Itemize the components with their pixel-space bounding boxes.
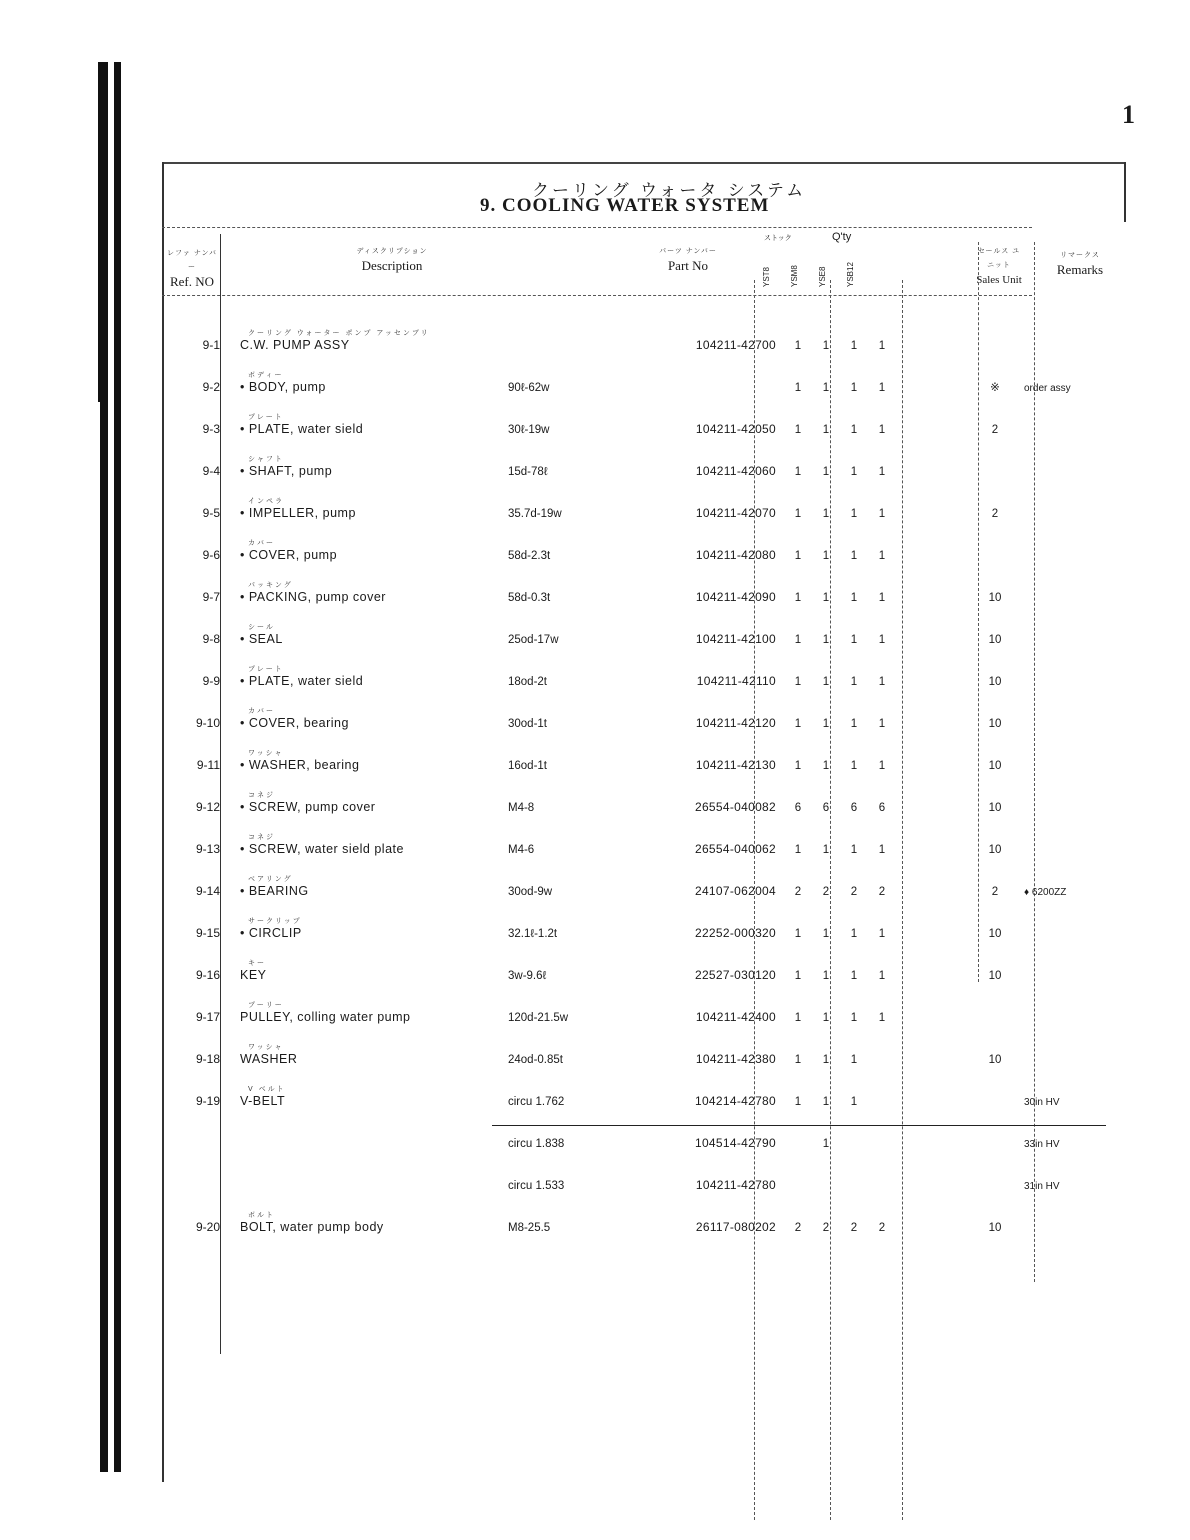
- qty-model-2: [812, 1150, 840, 1192]
- qty-model-2: 1: [822, 1138, 830, 1150]
- qty-model-1: [784, 1108, 812, 1150]
- sales-unit: 10: [988, 676, 1002, 688]
- remarks: [1010, 982, 1110, 1024]
- spec: 3w-9.6ℓ: [508, 970, 547, 982]
- model-column-4: YSB12: [846, 262, 855, 287]
- qty-model-2: 1: [822, 1054, 830, 1066]
- description: プレート • PLATE, water sield: [240, 666, 364, 688]
- sales-unit: 10: [988, 718, 1002, 730]
- part-number: 104211-42380: [695, 1052, 776, 1066]
- sales-unit: 10: [988, 928, 1002, 940]
- description: カバー • COVER, pump: [240, 540, 338, 562]
- qty-model-3: 1: [850, 1096, 858, 1108]
- ref-no: 9-1: [202, 338, 220, 352]
- part-number: 22527-030120: [694, 968, 776, 982]
- table-row: [162, 1150, 1110, 1192]
- part-number: 104211-42400: [695, 1010, 776, 1024]
- qty-model-4: 1: [878, 424, 886, 436]
- ref-no: 9-2: [202, 380, 220, 394]
- section-title-japanese: クーリング ウォータ システム: [532, 181, 807, 201]
- sales-unit: [980, 1066, 1010, 1108]
- qty-model-2: 1: [822, 592, 830, 604]
- ref-no: 9-18: [195, 1052, 220, 1066]
- qty-model-2: 1: [822, 760, 830, 772]
- table-row: [162, 352, 1110, 394]
- column-header-ref-no: レファ ナンバー Ref. NO: [167, 250, 217, 289]
- qty-model-2: 1: [822, 634, 830, 646]
- qty-model-3: 2: [850, 1222, 858, 1234]
- column-header-description: ディスクリプション Description: [356, 248, 428, 273]
- qty-model-3: 1: [850, 718, 858, 730]
- sales-unit: 10: [988, 844, 1002, 856]
- ref-no: [162, 1108, 228, 1150]
- section-title: [480, 195, 769, 217]
- table-row: [162, 688, 1110, 730]
- qty-model-4: 1: [878, 718, 886, 730]
- remarks: [1010, 478, 1110, 520]
- part-number: 104211-42090: [695, 590, 776, 604]
- part-number: [648, 352, 784, 394]
- ref-no: 9-5: [202, 506, 220, 520]
- remarks: [1010, 394, 1110, 436]
- qty-model-4: 1: [878, 970, 886, 982]
- remarks: [1010, 688, 1110, 730]
- description: シール • SEAL: [240, 624, 283, 646]
- qty-model-1: 2: [794, 1222, 802, 1234]
- description: カバー • COVER, bearing: [240, 708, 349, 730]
- spec: 16od-1t: [508, 760, 548, 772]
- qty-model-1: [784, 1150, 812, 1192]
- section-title-english: COOLING WATER SYSTEM: [502, 195, 770, 216]
- sales-unit: [980, 436, 1010, 478]
- spec: circu 1.762: [508, 1096, 565, 1108]
- spec: M4-8: [508, 802, 535, 814]
- description: ワッシャ WASHER: [240, 1044, 298, 1066]
- qty-model-2: 2: [822, 1222, 830, 1234]
- sales-unit: 10: [988, 592, 1002, 604]
- qty-model-4: 2: [878, 1222, 886, 1234]
- spec: M8-25.5: [508, 1222, 551, 1234]
- qty-model-1: 1: [794, 1054, 802, 1066]
- qty-model-1: 1: [794, 1096, 802, 1108]
- remarks: 30in HV: [1024, 1097, 1060, 1108]
- remarks: [1010, 310, 1110, 352]
- table-row: [162, 310, 1110, 352]
- qty-model-3: [840, 1108, 868, 1150]
- page-mark: 1: [1122, 100, 1135, 129]
- description: サークリップ • CIRCLIP: [240, 918, 302, 940]
- table-row: [162, 1108, 1110, 1150]
- part-number: 104211-42110: [696, 674, 776, 688]
- qty-model-2: 1: [822, 928, 830, 940]
- qty-model-4: 1: [878, 550, 886, 562]
- ref-no: 9-9: [202, 674, 220, 688]
- book-binding-edge: [98, 62, 124, 1472]
- qty-model-1: 1: [794, 340, 802, 352]
- ref-no: 9-15: [195, 926, 220, 940]
- remarks: [1010, 940, 1110, 982]
- part-number: 104211-42100: [695, 632, 776, 646]
- sales-unit: 10: [988, 970, 1002, 982]
- spec: 24od-0.85t: [508, 1054, 563, 1066]
- remarks: [1010, 436, 1110, 478]
- qty-model-1: 1: [794, 592, 802, 604]
- sales-unit: [980, 982, 1010, 1024]
- column-header-remarks: リマークス Remarks: [1056, 252, 1104, 277]
- table-row: [162, 1066, 1110, 1108]
- part-number: 22252-000320: [694, 926, 776, 940]
- qty-model-2: 1: [822, 1096, 830, 1108]
- sales-unit: 10: [988, 1054, 1002, 1066]
- qty-model-4: 1: [878, 1012, 886, 1024]
- part-number: 26117-080202: [695, 1220, 776, 1234]
- remarks: [1010, 1024, 1110, 1066]
- remarks: [1010, 898, 1110, 940]
- ref-no: 9-16: [195, 968, 220, 982]
- remarks: 33in HV: [1024, 1139, 1060, 1150]
- table-row: [162, 772, 1110, 814]
- spec: 90ℓ-62w: [508, 382, 550, 394]
- part-number: 104211-42080: [695, 548, 776, 562]
- qty-model-3: 1: [850, 382, 858, 394]
- description: プーリー PULLEY, colling water pump: [240, 1002, 411, 1024]
- table-row: [162, 562, 1110, 604]
- description: ワッシャ • WASHER, bearing: [240, 750, 360, 772]
- table-row: [162, 730, 1110, 772]
- spec: 32.1ℓ-1.2t: [508, 928, 558, 940]
- column-header-quantity: ストック Q'ty YST8 YSM8 YSE8 YSB12: [762, 231, 855, 287]
- ref-no: 9-7: [202, 590, 220, 604]
- table-row: [162, 814, 1110, 856]
- sales-unit: 2: [991, 508, 999, 520]
- remarks: 31in HV: [1024, 1181, 1060, 1192]
- spec: 58d-0.3t: [508, 592, 551, 604]
- sales-unit: 2: [991, 886, 999, 898]
- table-row: [162, 982, 1110, 1024]
- qty-model-4: 1: [878, 382, 886, 394]
- qty-model-3: 1: [850, 1054, 858, 1066]
- description: インペラ • IMPELLER, pump: [240, 498, 356, 520]
- qty-model-3: 6: [850, 802, 858, 814]
- table-row: [162, 856, 1110, 898]
- part-number: 104211-42120: [695, 716, 776, 730]
- column-header-sales-unit: セールス ユニット Sales Unit: [976, 248, 1022, 286]
- qty-model-4: [868, 1108, 896, 1150]
- qty-model-2: 1: [822, 550, 830, 562]
- qty-model-3: 1: [850, 508, 858, 520]
- ref-no: 9-17: [195, 1010, 220, 1024]
- spec: 120d-21.5w: [508, 1012, 569, 1024]
- qty-model-3: 1: [850, 634, 858, 646]
- qty-model-2: 6: [822, 802, 830, 814]
- parts-table: [162, 310, 1110, 1234]
- column-header-part-no: パーツ ナンバー Part No: [659, 248, 717, 273]
- qty-model-2: 1: [822, 424, 830, 436]
- qty-model-3: 1: [850, 550, 858, 562]
- table-row: [162, 940, 1110, 982]
- qty-model-3: 2: [850, 886, 858, 898]
- ref-no: 9-10: [195, 716, 220, 730]
- table-header: [162, 227, 1126, 295]
- description: ベアリング • BEARING: [240, 876, 309, 898]
- qty-model-4: [868, 1024, 896, 1066]
- description: プレート • PLATE, water sield: [240, 414, 364, 436]
- qty-model-3: 1: [850, 760, 858, 772]
- qty-model-1: 1: [794, 508, 802, 520]
- model-column-2: YSM8: [790, 265, 799, 287]
- table-row: [162, 520, 1110, 562]
- qty-model-1: 1: [794, 634, 802, 646]
- part-number: 104211-42070: [695, 506, 776, 520]
- description: ボルト BOLT, water pump body: [240, 1212, 384, 1234]
- qty-model-2: 1: [822, 1012, 830, 1024]
- qty-model-1: 1: [794, 424, 802, 436]
- qty-model-4: 1: [878, 760, 886, 772]
- qty-model-1: 1: [794, 928, 802, 940]
- sales-unit: 2: [991, 424, 999, 436]
- description: [228, 1150, 508, 1192]
- qty-model-4: [868, 1066, 896, 1108]
- qty-model-1: 1: [794, 760, 802, 772]
- qty-model-3: 1: [850, 1012, 858, 1024]
- qty-model-1: 1: [794, 550, 802, 562]
- qty-model-4: 1: [878, 508, 886, 520]
- qty-model-1: 1: [794, 1012, 802, 1024]
- qty-model-2: 1: [822, 382, 830, 394]
- ref-no: 9-11: [196, 758, 220, 772]
- sales-unit: [980, 1150, 1010, 1192]
- table-row: [162, 478, 1110, 520]
- table-row: [162, 898, 1110, 940]
- description: ボディー • BODY, pump: [240, 372, 326, 394]
- model-column-1: YST8: [762, 266, 771, 287]
- spec: circu 1.533: [508, 1180, 565, 1192]
- spec: 58d-2.3t: [508, 550, 551, 562]
- sales-unit: 10: [988, 802, 1002, 814]
- qty-model-4: 2: [878, 886, 886, 898]
- spec: 18od-2t: [508, 676, 548, 688]
- qty-model-4: 6: [878, 802, 886, 814]
- part-number: 104211-42700: [695, 338, 776, 352]
- description: コネジ • SCREW, pump cover: [240, 792, 376, 814]
- ref-no: 9-6: [202, 548, 220, 562]
- spec: 30od-1t: [508, 718, 548, 730]
- remarks: [1010, 562, 1110, 604]
- qty-model-1: 2: [794, 886, 802, 898]
- table-row: [162, 436, 1110, 478]
- part-number: 26554-040062: [694, 842, 776, 856]
- qty-model-1: 1: [794, 466, 802, 478]
- remarks: [1010, 730, 1110, 772]
- qty-model-3: 1: [850, 466, 858, 478]
- ref-no: 9-4: [202, 464, 220, 478]
- remarks: [1010, 814, 1110, 856]
- part-number: 104211-42060: [695, 464, 776, 478]
- spec: circu 1.838: [508, 1138, 565, 1150]
- remarks: ♦ 6200ZZ: [1024, 887, 1067, 898]
- qty-model-1: 1: [794, 970, 802, 982]
- remarks: [1010, 520, 1110, 562]
- ref-no: 9-3: [202, 422, 220, 436]
- qty-model-2: 1: [822, 340, 830, 352]
- part-number: 26554-040082: [694, 800, 776, 814]
- qty-model-1: 6: [794, 802, 802, 814]
- qty-model-2: 1: [822, 844, 830, 856]
- spec: 15d-78ℓ: [508, 466, 548, 478]
- spec: 30ℓ-19w: [508, 424, 550, 436]
- qty-model-3: 1: [850, 340, 858, 352]
- part-number: 104211-42130: [695, 758, 776, 772]
- description: クーリング ウォーター ポンプ アッセンブリ C.W. PUMP ASSY: [240, 330, 430, 352]
- sales-unit: 10: [988, 634, 1002, 646]
- qty-model-4: [868, 1150, 896, 1192]
- qty-model-2: 1: [822, 970, 830, 982]
- qty-model-3: 1: [850, 592, 858, 604]
- qty-model-3: 1: [850, 970, 858, 982]
- description: パッキング • PACKING, pump cover: [240, 582, 386, 604]
- qty-model-4: 1: [878, 592, 886, 604]
- remarks: order assy: [1024, 383, 1071, 394]
- description: シャフト • SHAFT, pump: [240, 456, 333, 478]
- qty-model-1: 1: [794, 676, 802, 688]
- ref-no: 9-19: [195, 1094, 220, 1108]
- description: キー KEY: [240, 960, 267, 982]
- qty-model-2: 2: [822, 886, 830, 898]
- sales-unit: [980, 520, 1010, 562]
- qty-model-3: [840, 1150, 868, 1192]
- ref-no: 9-12: [195, 800, 220, 814]
- qty-model-4: 1: [878, 676, 886, 688]
- qty-model-1: 1: [794, 718, 802, 730]
- ref-no: [162, 1150, 228, 1192]
- remarks: [1010, 772, 1110, 814]
- spec: 30od-9w: [508, 886, 553, 898]
- spec: 35.7d-19w: [508, 508, 562, 520]
- qty-model-4: 1: [878, 340, 886, 352]
- part-number: 104211-42780: [695, 1178, 776, 1192]
- sales-unit: ※: [990, 382, 1000, 394]
- description: V ベルト V-BELT: [240, 1086, 286, 1108]
- remarks: [1010, 1192, 1110, 1234]
- qty-model-1: 1: [794, 844, 802, 856]
- table-row: [162, 394, 1110, 436]
- ref-no: 9-8: [202, 632, 220, 646]
- qty-model-2: 1: [822, 676, 830, 688]
- qty-model-3: 1: [850, 676, 858, 688]
- table-row: [162, 646, 1110, 688]
- qty-model-4: 1: [878, 634, 886, 646]
- qty-model-3: 1: [850, 844, 858, 856]
- sales-unit: [980, 310, 1010, 352]
- qty-model-3: 1: [850, 928, 858, 940]
- description: [228, 1108, 508, 1150]
- section-number: 9.: [480, 195, 497, 216]
- part-number: 24107-062004: [694, 884, 776, 898]
- description: コネジ • SCREW, water sield plate: [240, 834, 404, 856]
- qty-model-4: 1: [878, 844, 886, 856]
- qty-model-2: 1: [822, 466, 830, 478]
- spec: [508, 310, 648, 352]
- model-column-3: YSE8: [818, 266, 827, 287]
- ref-no: 9-14: [195, 884, 220, 898]
- part-number: 104211-42050: [695, 422, 776, 436]
- qty-model-2: 1: [822, 718, 830, 730]
- part-number: 104214-42780: [694, 1094, 776, 1108]
- qty-model-2: 1: [822, 508, 830, 520]
- strikethrough-line: [492, 1125, 1106, 1126]
- qty-model-4: 1: [878, 928, 886, 940]
- ref-no: 9-20: [195, 1220, 220, 1234]
- remarks: [1010, 604, 1110, 646]
- qty-model-1: 1: [794, 382, 802, 394]
- sales-unit: 10: [988, 760, 1002, 772]
- table-row: [162, 1024, 1110, 1066]
- spec: M4-6: [508, 844, 535, 856]
- part-number: 104514-42790: [694, 1136, 776, 1150]
- ref-no: 9-13: [195, 842, 220, 856]
- spec: 25od-17w: [508, 634, 559, 646]
- sales-unit: [980, 1108, 1010, 1150]
- table-row: [162, 1192, 1110, 1234]
- qty-model-3: 1: [850, 424, 858, 436]
- remarks: [1010, 646, 1110, 688]
- qty-model-4: 1: [878, 466, 886, 478]
- table-row: [162, 604, 1110, 646]
- sales-unit: 10: [988, 1222, 1002, 1234]
